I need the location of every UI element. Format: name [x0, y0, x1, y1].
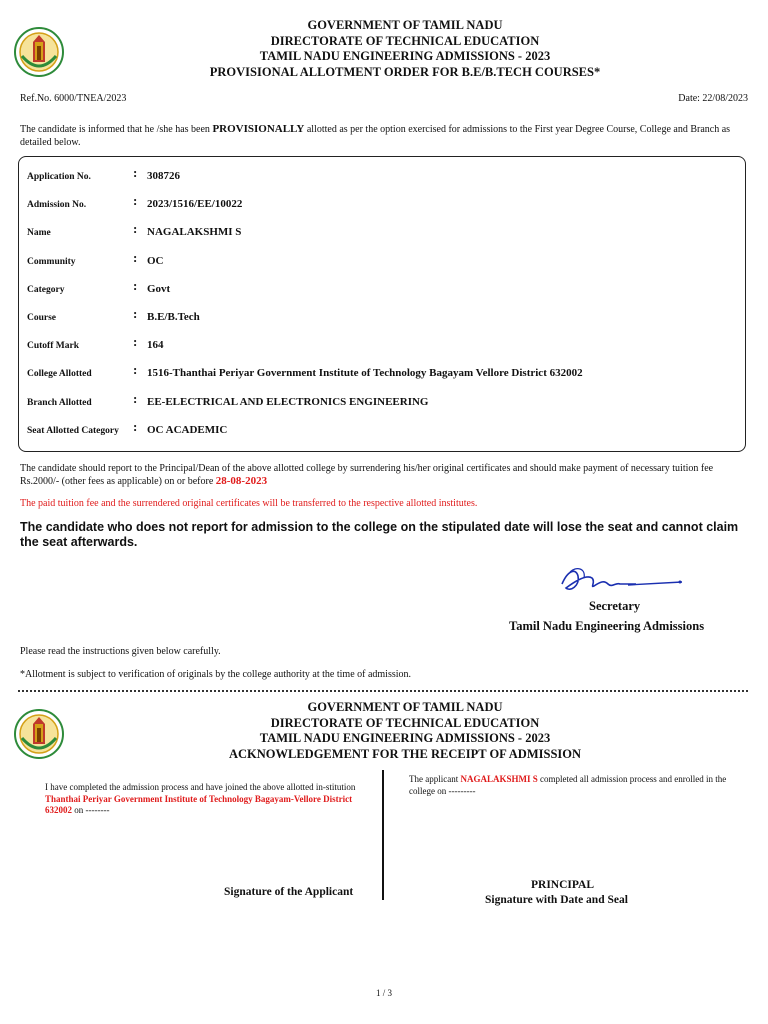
ack-applicant-statement	[45, 782, 371, 817]
detail-value: B.E/B.Tech	[147, 311, 200, 323]
ack-header-line-directorate: DIRECTORATE OF TECHNICAL EDUCATION	[270, 715, 540, 730]
ack-header-line-admissions: TAMIL NADU ENGINEERING ADMISSIONS - 2023	[259, 731, 551, 745]
header-line-directorate: DIRECTORATE OF TECHNICAL EDUCATION	[270, 33, 540, 48]
detail-row-name	[19, 222, 745, 246]
ack-vertical-divider	[382, 770, 384, 900]
detail-colon: :	[133, 250, 138, 265]
detail-value: OC ACADEMIC	[147, 424, 228, 436]
detail-row-admission-no	[19, 194, 745, 218]
transfer-note: The paid tuition fee and the surrendered original certificates will be transferred to the respective allotted institutes.	[20, 498, 478, 509]
ack-right-name: NAGALAKSHMI S	[460, 774, 538, 784]
warning-text: The candidate who does not report for admission to the college on the stipulated date will lose the seat and cannot claim the seat afterwards.	[20, 520, 739, 549]
detail-value: 2023/1516/EE/10022	[147, 198, 243, 210]
tamil-nadu-emblem-ack-icon	[14, 708, 64, 760]
intro-provisionally: PROVISIONALLY	[212, 123, 305, 135]
allotment-details-box	[18, 156, 746, 452]
reference-number: Ref.No. 6000/TNEA/2023	[20, 93, 127, 104]
issue-date: Date: 22/08/2023	[678, 93, 748, 104]
intro-text-after: allotted as per the option exercised for admissions to the First year Degree Course, College and Branch as detailed below.	[20, 124, 731, 148]
ack-header-line-title: ACKNOWLEDGEMENT FOR THE RECEIPT OF ADMISSION	[228, 746, 582, 761]
tamil-nadu-emblem-icon	[14, 26, 64, 78]
detail-value: 1516-Thanthai Periyar Government Institute of Technology Bagayam Vellore District 632002	[147, 367, 583, 379]
detail-colon: :	[133, 419, 138, 434]
detail-label: Community	[27, 257, 76, 267]
detail-value: Govt	[147, 283, 171, 295]
acknowledgement-header	[90, 700, 720, 762]
detail-row-category	[19, 279, 745, 303]
secretary-title: Secretary	[589, 599, 641, 613]
detail-label: Application No.	[27, 172, 91, 182]
detail-colon: :	[133, 221, 138, 236]
applicant-signature-label: Signature of the Applicant	[224, 886, 354, 898]
ack-right-text-after: completed all admission process and enrolled in the college on ---------	[409, 774, 727, 796]
detail-colon: :	[133, 391, 138, 406]
header-line-admissions: TAMIL NADU ENGINEERING ADMISSIONS - 2023	[259, 49, 551, 63]
detail-row-cutoff-mark	[19, 335, 745, 359]
report-text: The candidate should report to the Principal/Dean of the above allotted college by surrendering his/her original certificates and should make payment of necessary tuition fee Rs.2000/- (other fees as applicable) on or before	[20, 463, 714, 487]
detail-value: 308726	[147, 170, 180, 182]
ack-header-line-government: GOVERNMENT OF TAMIL NADU	[307, 700, 503, 714]
header-line-title: PROVISIONAL ALLOTMENT ORDER FOR B.E/B.TECH COURSES*	[209, 64, 601, 79]
secretary-org: Tamil Nadu Engineering Admissions	[509, 619, 705, 633]
detail-value: OC	[147, 255, 164, 267]
detail-colon: :	[133, 165, 138, 180]
tear-off-divider	[18, 690, 748, 692]
ack-principal-statement	[409, 774, 729, 797]
detail-label: Cutoff Mark	[27, 341, 79, 351]
page-number: 1 / 3	[375, 988, 392, 998]
detail-label: Seat Allotted Category	[27, 426, 119, 436]
report-deadline: 28-08-2023	[215, 475, 268, 487]
detail-row-application-no	[19, 166, 745, 190]
detail-label: Admission No.	[27, 200, 87, 210]
ack-left-text-before: I have completed the admission process and have joined the above allotted in-stitution	[45, 782, 356, 792]
detail-row-community	[19, 251, 745, 275]
principal-signature-label: Signature with Date and Seal	[485, 894, 628, 906]
detail-row-course	[19, 307, 745, 331]
detail-label: College Allotted	[27, 369, 92, 379]
principal-label: PRINCIPAL	[531, 879, 595, 891]
ack-right-text-before: The applicant	[409, 774, 461, 784]
detail-row-college-allotted	[19, 363, 745, 387]
detail-label: Course	[27, 313, 57, 323]
detail-value: 164	[147, 339, 164, 351]
detail-colon: :	[133, 278, 138, 293]
detail-label: Name	[27, 228, 51, 238]
allotment-note: *Allotment is subject to verification of originals by the college authority at the time of admission.	[20, 669, 412, 680]
instructions-note: Please read the instructions given below carefully.	[20, 646, 221, 657]
report-paragraph	[20, 462, 740, 488]
detail-label: Category	[27, 285, 65, 295]
detail-colon: :	[133, 362, 138, 377]
header-line-government: GOVERNMENT OF TAMIL NADU	[307, 18, 503, 32]
intro-text-before: The candidate is informed that he /she has been	[20, 124, 213, 135]
detail-row-seat-category	[19, 420, 745, 444]
detail-colon: :	[133, 306, 138, 321]
detail-value: EE-ELECTRICAL AND ELECTRONICS ENGINEERING	[147, 396, 429, 408]
ack-left-college: Thanthai Periyar Government Institute of Technology Bagayam-Vellore District 632002	[45, 793, 353, 815]
detail-label: Branch Allotted	[27, 398, 92, 408]
detail-colon: :	[133, 193, 138, 208]
detail-row-branch-allotted	[19, 392, 745, 416]
intro-paragraph	[20, 123, 748, 149]
detail-colon: :	[133, 334, 138, 349]
detail-value: NAGALAKSHMI S	[147, 226, 242, 238]
ack-left-text-after: on --------	[72, 805, 110, 815]
document-header	[90, 18, 720, 80]
